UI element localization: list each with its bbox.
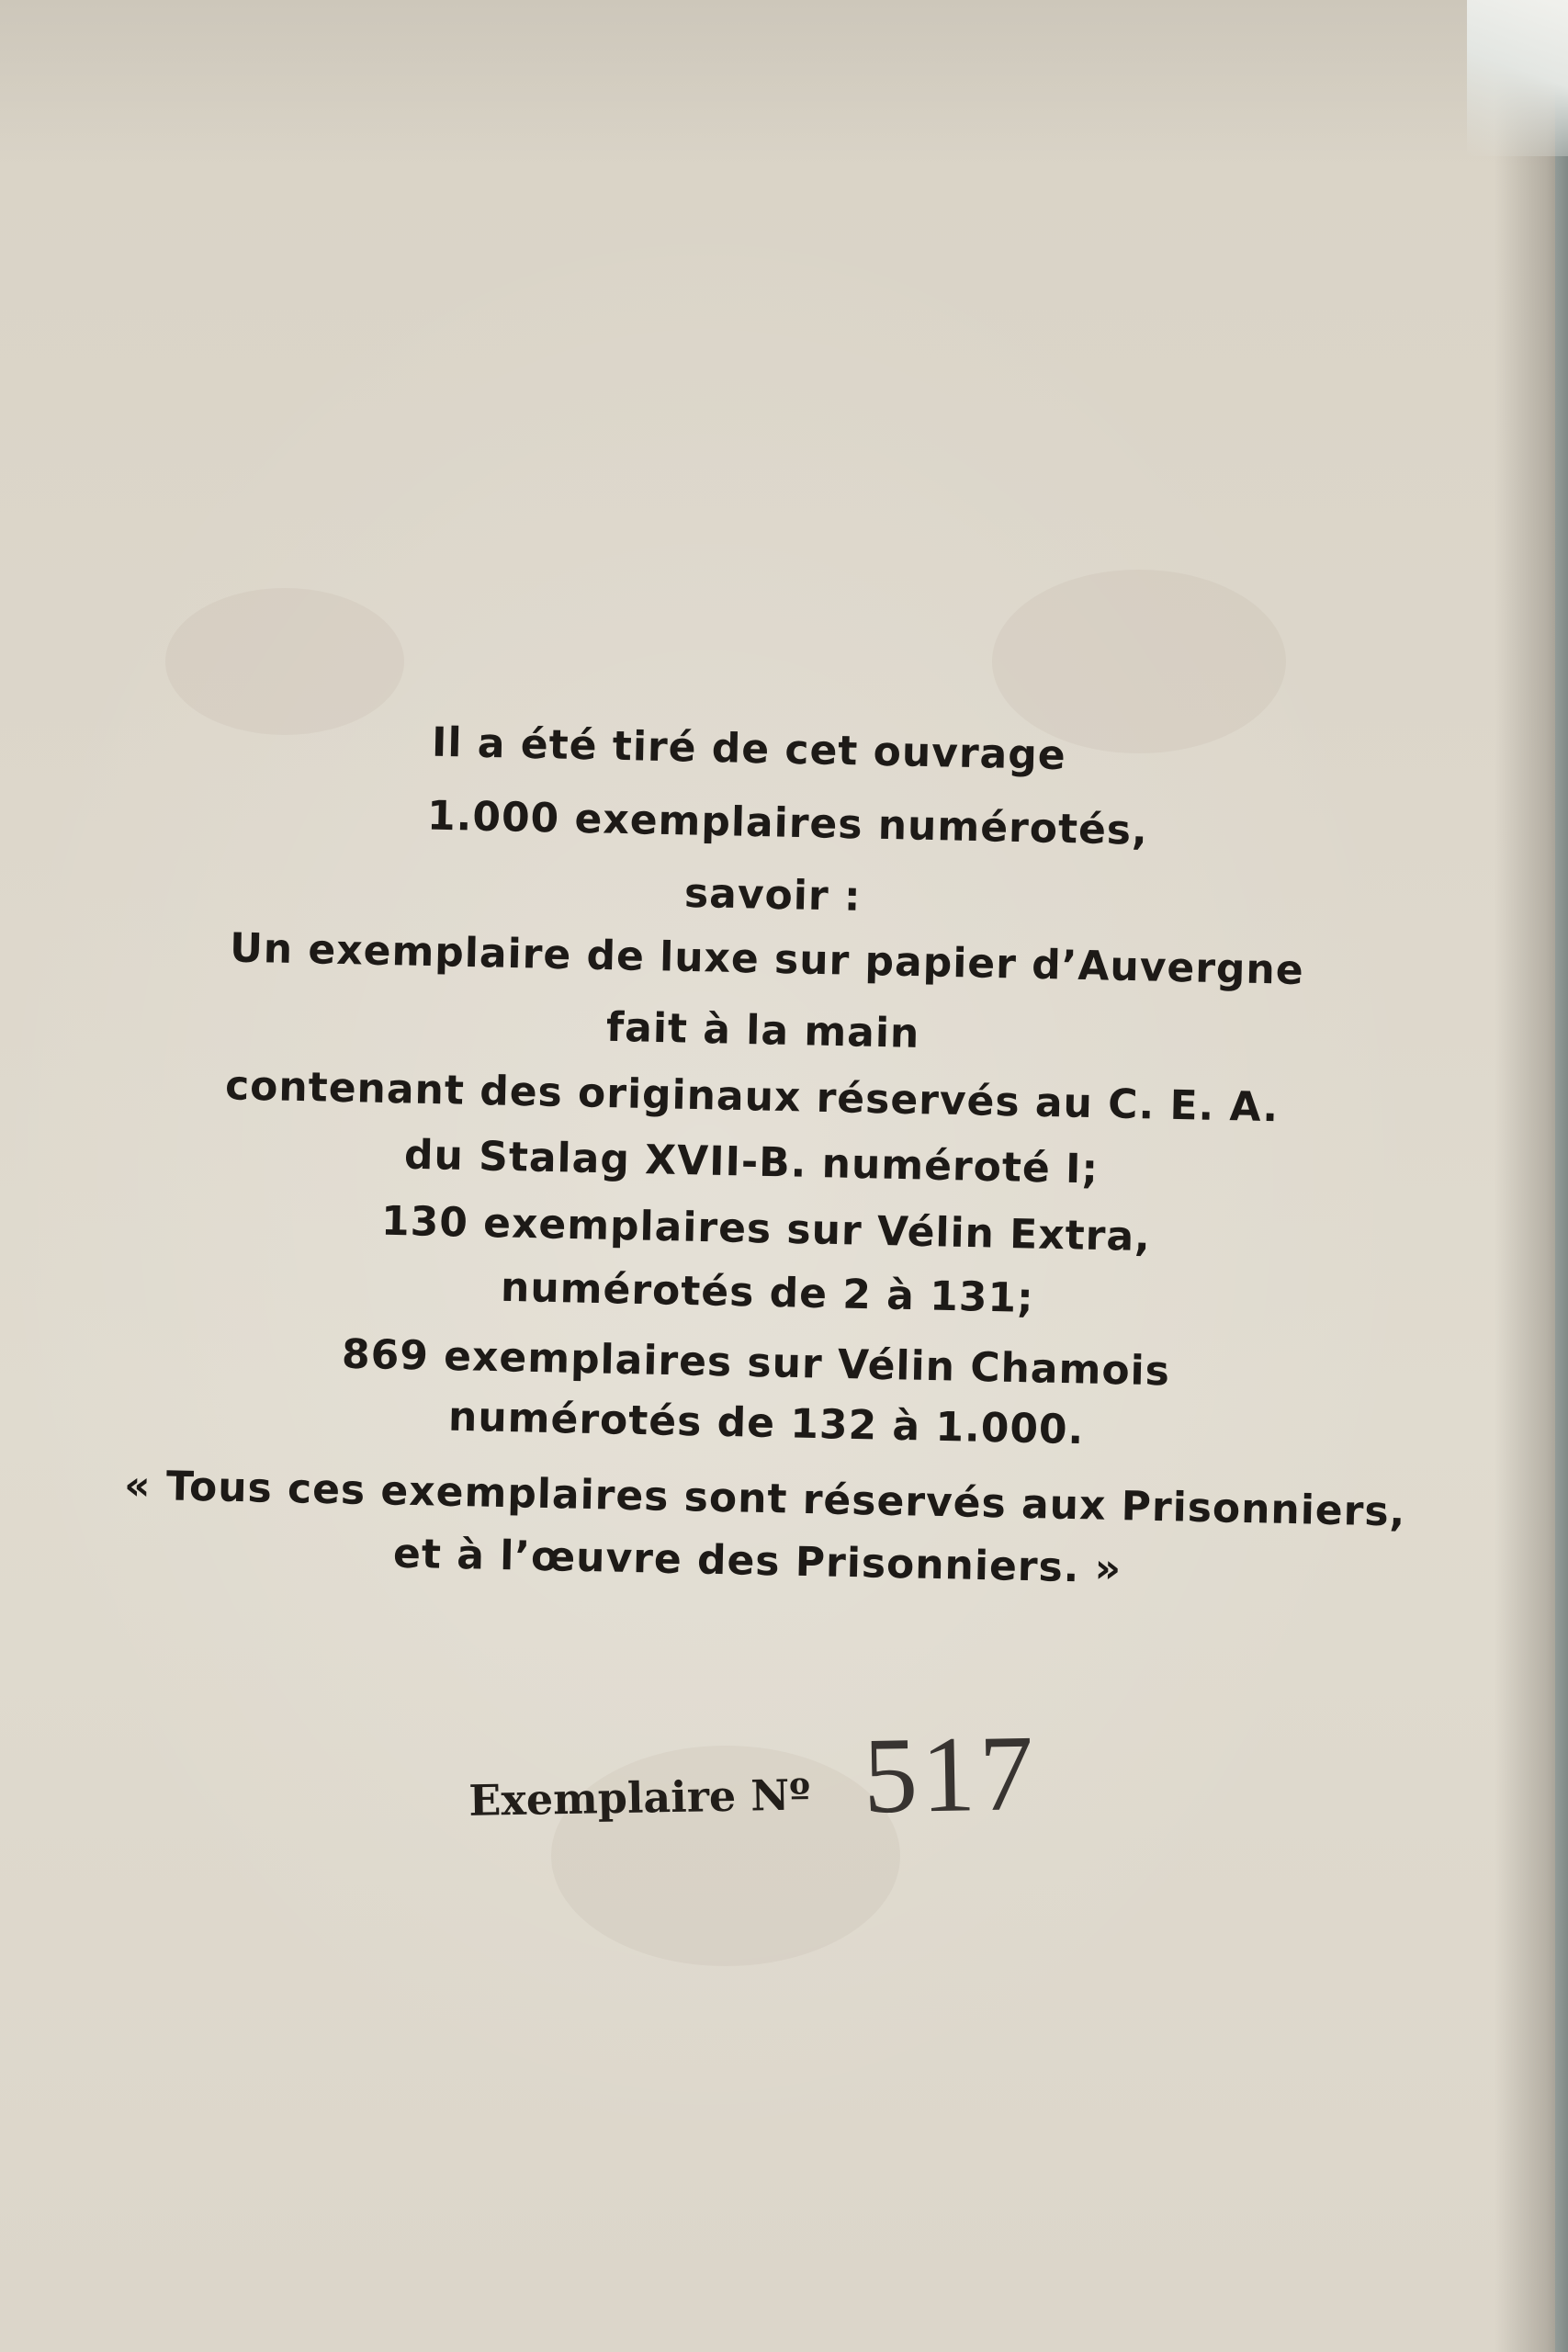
copy-number-line [468,1706,1296,1849]
colophon-line: Un exemplaire de luxe sur papier d’Auvergne [229,924,1305,994]
colophon-line: numérotés de 132 à 1.000. [447,1393,1085,1454]
colophon-line: 1.000 exemplaires numérotés, [426,792,1149,854]
copy-label: Exemplaire Nº [468,1770,811,1826]
colophon-line: Il a été tiré de cet ouvrage [431,718,1067,780]
colophon-line: numérotés de 2 à 131; [500,1263,1035,1322]
colophon-line: du Stalag XVII-B. numéroté I; [403,1131,1100,1193]
colophon-line: et à l’œuvre des Prisonniers. » [392,1530,1122,1593]
colophon-line: 869 exemplaires sur Vélin Chamois [341,1330,1171,1396]
copy-number: 517 [862,1713,1039,1837]
colophon-line: savoir : [683,869,863,921]
cover-edge [1555,0,1568,2352]
cover-corner [1467,0,1568,156]
paper-stain [165,588,404,735]
paper-stain [992,570,1286,753]
colophon-line: « Tous ces exemplaires sont réservés aux Prisonniers, [123,1462,1406,1536]
colophon-line: fait à la main [605,1003,920,1057]
colophon-line: contenant des originaux réservés au C. E. A. [224,1062,1280,1132]
colophon-line: 130 exemplaires sur Vélin Extra, [380,1197,1152,1261]
page-top-shadow [0,0,1568,165]
